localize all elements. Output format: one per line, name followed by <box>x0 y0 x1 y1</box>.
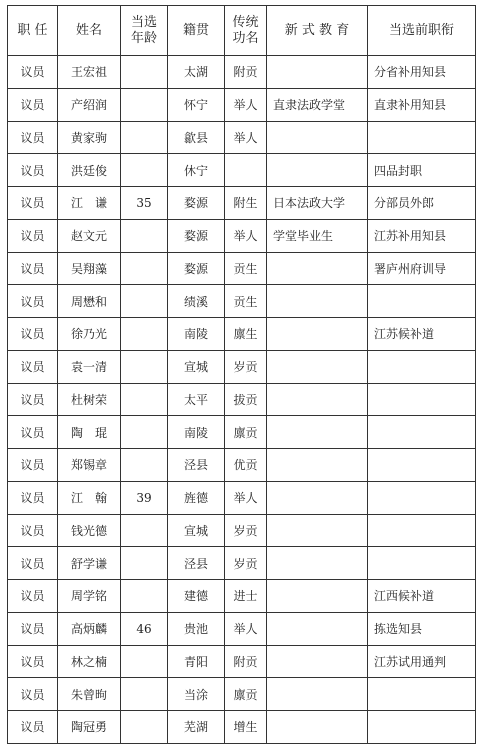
table-row <box>8 678 476 711</box>
cell-age <box>121 252 168 285</box>
cell-native-place: 歙县 <box>168 121 225 154</box>
cell-age <box>121 318 168 351</box>
cell-name: 周懋和 <box>58 285 121 318</box>
cell-modern-education <box>267 580 368 613</box>
cell-modern-education <box>267 514 368 547</box>
cell-prior-title: 江西候补道 <box>368 580 476 613</box>
table-row <box>8 711 476 744</box>
cell-prior-title: 拣选知县 <box>368 612 476 645</box>
cell-native-place: 泾县 <box>168 449 225 482</box>
cell-prior-title <box>368 350 476 383</box>
cell-native-place: 绩溪 <box>168 285 225 318</box>
cell-traditional-degree: 贡生 <box>225 285 267 318</box>
cell-name: 吴翔藻 <box>58 252 121 285</box>
cell-traditional-degree: 举人 <box>225 481 267 514</box>
header-modern-education: 新 式 教 育 <box>267 6 368 56</box>
table-row <box>8 547 476 580</box>
cell-modern-education: 日本法政大学 <box>267 187 368 220</box>
cell-prior-title <box>368 416 476 449</box>
cell-modern-education <box>267 678 368 711</box>
cell-name: 王宏祖 <box>58 56 121 89</box>
cell-traditional-degree: 廪贡 <box>225 678 267 711</box>
cell-age <box>121 285 168 318</box>
cell-position: 议员 <box>8 318 58 351</box>
cell-native-place: 泾县 <box>168 547 225 580</box>
cell-native-place: 婺源 <box>168 252 225 285</box>
cell-age <box>121 154 168 187</box>
cell-native-place: 婺源 <box>168 219 225 252</box>
cell-traditional-degree: 进士 <box>225 580 267 613</box>
cell-traditional-degree: 附贡 <box>225 56 267 89</box>
table-row <box>8 645 476 678</box>
cell-name: 洪廷俊 <box>58 154 121 187</box>
table-row <box>8 416 476 449</box>
cell-position: 议员 <box>8 678 58 711</box>
cell-position: 议员 <box>8 252 58 285</box>
cell-traditional-degree: 贡生 <box>225 252 267 285</box>
cell-position: 议员 <box>8 219 58 252</box>
cell-name: 袁一清 <box>58 350 121 383</box>
header-prior-title: 当选前职衔 <box>368 6 476 56</box>
table-row <box>8 219 476 252</box>
cell-age <box>121 350 168 383</box>
cell-modern-education <box>267 547 368 580</box>
table-row <box>8 154 476 187</box>
header-traditional-degree: 传统功名 <box>225 6 267 56</box>
cell-position: 议员 <box>8 514 58 547</box>
cell-position: 议员 <box>8 154 58 187</box>
table-row <box>8 580 476 613</box>
header-native-place: 籍贯 <box>168 6 225 56</box>
cell-traditional-degree: 岁贡 <box>225 350 267 383</box>
cell-position: 议员 <box>8 121 58 154</box>
cell-prior-title <box>368 285 476 318</box>
cell-prior-title <box>368 514 476 547</box>
cell-position: 议员 <box>8 383 58 416</box>
cell-age <box>121 514 168 547</box>
cell-position: 议员 <box>8 449 58 482</box>
table-row <box>8 350 476 383</box>
table-row <box>8 121 476 154</box>
cell-prior-title <box>368 383 476 416</box>
cell-age <box>121 219 168 252</box>
cell-age <box>121 383 168 416</box>
cell-native-place: 太平 <box>168 383 225 416</box>
cell-traditional-degree: 举人 <box>225 121 267 154</box>
cell-native-place: 南陵 <box>168 318 225 351</box>
cell-position: 议员 <box>8 547 58 580</box>
cell-modern-education <box>267 350 368 383</box>
cell-name: 高炳麟 <box>58 612 121 645</box>
cell-name: 江 谦 <box>58 187 121 220</box>
cell-modern-education <box>267 56 368 89</box>
table-row <box>8 56 476 89</box>
cell-traditional-degree: 岁贡 <box>225 547 267 580</box>
cell-traditional-degree: 廪贡 <box>225 416 267 449</box>
cell-name: 徐乃光 <box>58 318 121 351</box>
cell-traditional-degree: 岁贡 <box>225 514 267 547</box>
cell-prior-title <box>368 678 476 711</box>
cell-age <box>121 56 168 89</box>
cell-position: 议员 <box>8 88 58 121</box>
cell-native-place: 芜湖 <box>168 711 225 744</box>
header-age: 当选年龄 <box>121 6 168 56</box>
cell-modern-education <box>267 154 368 187</box>
cell-name: 周学铭 <box>58 580 121 613</box>
cell-age <box>121 711 168 744</box>
header-name: 姓名 <box>58 6 121 56</box>
cell-prior-title: 江苏补用知县 <box>368 219 476 252</box>
cell-native-place: 宣城 <box>168 350 225 383</box>
cell-traditional-degree: 优贡 <box>225 449 267 482</box>
cell-age <box>121 121 168 154</box>
table-row <box>8 449 476 482</box>
cell-position: 议员 <box>8 285 58 318</box>
cell-native-place: 太湖 <box>168 56 225 89</box>
cell-age <box>121 580 168 613</box>
cell-name: 林之楠 <box>58 645 121 678</box>
table-row <box>8 285 476 318</box>
cell-native-place: 旌德 <box>168 481 225 514</box>
cell-age <box>121 416 168 449</box>
cell-age: 39 <box>121 481 168 514</box>
cell-name: 江 翰 <box>58 481 121 514</box>
cell-native-place: 怀宁 <box>168 88 225 121</box>
table-row <box>8 481 476 514</box>
cell-age <box>121 645 168 678</box>
cell-modern-education <box>267 449 368 482</box>
cell-name: 产绍润 <box>58 88 121 121</box>
cell-position: 议员 <box>8 187 58 220</box>
cell-position: 议员 <box>8 56 58 89</box>
cell-age: 35 <box>121 187 168 220</box>
cell-position: 议员 <box>8 711 58 744</box>
cell-traditional-degree: 廪生 <box>225 318 267 351</box>
cell-name: 朱曾昫 <box>58 678 121 711</box>
cell-modern-education: 直隶法政学堂 <box>267 88 368 121</box>
cell-age <box>121 88 168 121</box>
cell-age: 46 <box>121 612 168 645</box>
cell-modern-education <box>267 612 368 645</box>
cell-age <box>121 678 168 711</box>
cell-name: 舒学谦 <box>58 547 121 580</box>
cell-name: 郑锡章 <box>58 449 121 482</box>
cell-prior-title: 直隶补用知县 <box>368 88 476 121</box>
cell-name: 黄家驹 <box>58 121 121 154</box>
cell-traditional-degree: 增生 <box>225 711 267 744</box>
cell-traditional-degree: 举人 <box>225 219 267 252</box>
header-row <box>8 6 476 56</box>
cell-native-place: 休宁 <box>168 154 225 187</box>
cell-prior-title <box>368 547 476 580</box>
cell-position: 议员 <box>8 645 58 678</box>
cell-prior-title: 江苏候补道 <box>368 318 476 351</box>
table-row <box>8 514 476 547</box>
cell-modern-education <box>267 481 368 514</box>
table-row <box>8 318 476 351</box>
cell-name: 杜树荣 <box>58 383 121 416</box>
table-row <box>8 187 476 220</box>
header-position: 职 任 <box>8 6 58 56</box>
cell-modern-education <box>267 318 368 351</box>
cell-position: 议员 <box>8 481 58 514</box>
cell-prior-title: 署庐州府训导 <box>368 252 476 285</box>
table-row <box>8 252 476 285</box>
cell-native-place: 婺源 <box>168 187 225 220</box>
table-row <box>8 88 476 121</box>
cell-position: 议员 <box>8 612 58 645</box>
cell-traditional-degree: 附贡 <box>225 645 267 678</box>
cell-position: 议员 <box>8 350 58 383</box>
table-row <box>8 612 476 645</box>
cell-traditional-degree: 举人 <box>225 612 267 645</box>
cell-modern-education <box>267 121 368 154</box>
cell-prior-title: 江苏试用通判 <box>368 645 476 678</box>
cell-prior-title <box>368 449 476 482</box>
table-row <box>8 383 476 416</box>
cell-name: 赵文元 <box>58 219 121 252</box>
cell-native-place: 贵池 <box>168 612 225 645</box>
cell-native-place: 建德 <box>168 580 225 613</box>
cell-age <box>121 449 168 482</box>
cell-native-place: 南陵 <box>168 416 225 449</box>
cell-position: 议员 <box>8 580 58 613</box>
cell-traditional-degree: 举人 <box>225 88 267 121</box>
cell-prior-title: 分省补用知县 <box>368 56 476 89</box>
cell-traditional-degree <box>225 154 267 187</box>
cell-modern-education <box>267 252 368 285</box>
cell-prior-title <box>368 481 476 514</box>
cell-modern-education <box>267 645 368 678</box>
cell-name: 钱光德 <box>58 514 121 547</box>
cell-modern-education: 学堂毕业生 <box>267 219 368 252</box>
cell-traditional-degree: 拔贡 <box>225 383 267 416</box>
cell-prior-title: 分部员外郎 <box>368 187 476 220</box>
cell-modern-education <box>267 383 368 416</box>
cell-modern-education <box>267 416 368 449</box>
cell-modern-education <box>267 711 368 744</box>
cell-native-place: 宣城 <box>168 514 225 547</box>
cell-native-place: 青阳 <box>168 645 225 678</box>
cell-native-place: 当涂 <box>168 678 225 711</box>
cell-prior-title <box>368 711 476 744</box>
cell-age <box>121 547 168 580</box>
members-table <box>7 5 476 744</box>
cell-prior-title: 四品封职 <box>368 154 476 187</box>
cell-traditional-degree: 附生 <box>225 187 267 220</box>
cell-name: 陶冠勇 <box>58 711 121 744</box>
cell-prior-title <box>368 121 476 154</box>
cell-position: 议员 <box>8 416 58 449</box>
cell-modern-education <box>267 285 368 318</box>
cell-name: 陶 琨 <box>58 416 121 449</box>
